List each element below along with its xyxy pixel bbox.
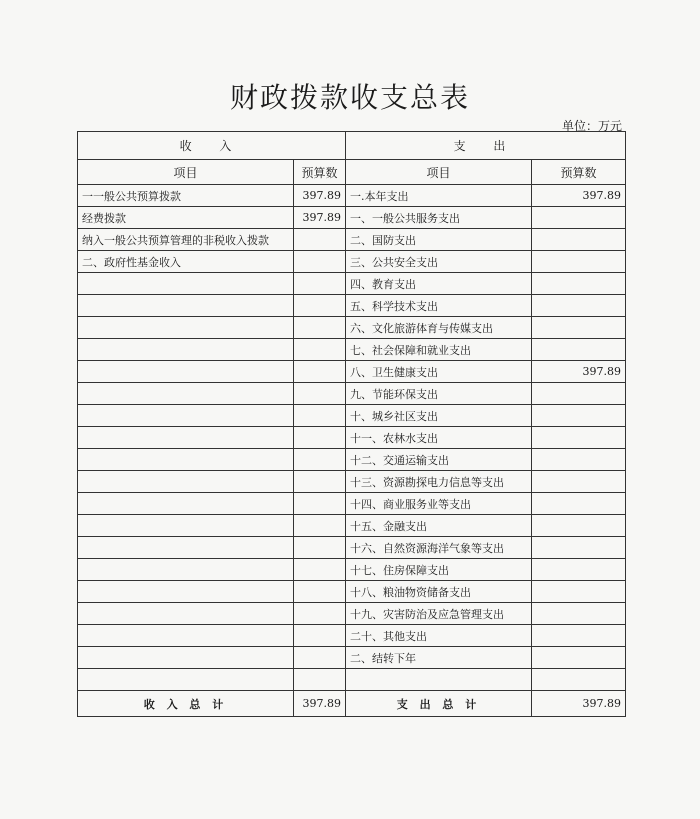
section-header-row (78, 132, 626, 160)
expense-item-cell: 十、城乡社区支出 (346, 405, 532, 427)
expense-value-cell (532, 603, 626, 625)
income-value-cell (294, 537, 346, 559)
expense-value-cell (532, 537, 626, 559)
income-value-cell (294, 493, 346, 515)
income-budget-header: 预算数 (294, 160, 346, 185)
expense-item-cell: 七、社会保障和就业支出 (346, 339, 532, 361)
expense-value-cell (532, 339, 626, 361)
expense-value-cell: 397.89 (532, 185, 626, 207)
expense-value-cell (532, 251, 626, 273)
expense-item-cell: 十八、粮油物资储备支出 (346, 581, 532, 603)
expense-budget-header: 预算数 (532, 160, 626, 185)
table-row (78, 295, 626, 317)
income-value-cell (294, 581, 346, 603)
income-item-cell: 经费拨款 (78, 207, 294, 229)
expense-item-cell: 十二、交通运输支出 (346, 449, 532, 471)
table-row (78, 339, 626, 361)
expense-value-cell (532, 559, 626, 581)
expense-item-cell: 五、科学技术支出 (346, 295, 532, 317)
income-item-cell (78, 383, 294, 405)
expense-item-cell: 十四、商业服务业等支出 (346, 493, 532, 515)
total-row (78, 691, 626, 717)
income-item-cell (78, 581, 294, 603)
income-item-cell (78, 405, 294, 427)
income-value-cell (294, 603, 346, 625)
income-item-cell (78, 295, 294, 317)
expense-total-label: 支 出 总 计 (346, 691, 532, 717)
table-row (78, 581, 626, 603)
expense-item-cell: 三、公共安全支出 (346, 251, 532, 273)
income-total-label: 收 入 总 计 (78, 691, 294, 717)
income-value-cell (294, 317, 346, 339)
income-item-cell (78, 493, 294, 515)
income-value-cell (294, 559, 346, 581)
income-total-value: 397.89 (294, 691, 346, 717)
table-row (78, 515, 626, 537)
expense-value-cell (532, 317, 626, 339)
expense-item-cell: 十一、农林水支出 (346, 427, 532, 449)
income-value-cell (294, 647, 346, 669)
income-value-cell (294, 405, 346, 427)
expense-item-cell: 十七、住房保障支出 (346, 559, 532, 581)
income-item-cell: 纳入一般公共预算管理的非税收入拨款 (78, 229, 294, 251)
table-row (78, 603, 626, 625)
expense-item-cell: 二、结转下年 (346, 647, 532, 669)
expense-item-cell: 一、一般公共服务支出 (346, 207, 532, 229)
income-value-cell (294, 669, 346, 691)
income-value-cell (294, 361, 346, 383)
expense-item-cell: 九、节能环保支出 (346, 383, 532, 405)
table-row (78, 625, 626, 647)
expense-value-cell (532, 295, 626, 317)
income-item-cell (78, 625, 294, 647)
expense-value-cell (532, 427, 626, 449)
income-item-cell (78, 471, 294, 493)
expense-value-cell (532, 273, 626, 295)
income-item-cell: 二、政府性基金收入 (78, 251, 294, 273)
income-item-cell (78, 515, 294, 537)
income-value-cell (294, 339, 346, 361)
income-item-cell (78, 427, 294, 449)
expense-value-cell (532, 449, 626, 471)
expense-value-cell (532, 493, 626, 515)
income-value-cell: 397.89 (294, 185, 346, 207)
income-item-cell (78, 339, 294, 361)
expense-item-cell: 十六、自然资源海洋气象等支出 (346, 537, 532, 559)
expense-value-cell (532, 471, 626, 493)
table-row (78, 493, 626, 515)
income-item-cell (78, 603, 294, 625)
expense-value-cell (532, 669, 626, 691)
budget-summary-table (77, 131, 626, 717)
table-row (78, 449, 626, 471)
table-row (78, 273, 626, 295)
expense-item-cell: 一.本年支出 (346, 185, 532, 207)
income-value-cell (294, 625, 346, 647)
income-value-cell (294, 273, 346, 295)
table-row (78, 405, 626, 427)
income-item-cell (78, 361, 294, 383)
income-item-header: 项目 (78, 160, 294, 185)
expense-item-cell: 二十、其他支出 (346, 625, 532, 647)
income-header: 收 入 (78, 132, 346, 160)
income-value-cell (294, 471, 346, 493)
table-row (78, 251, 626, 273)
table-row (78, 427, 626, 449)
income-item-cell (78, 647, 294, 669)
table-row (78, 669, 626, 691)
table-row (78, 229, 626, 251)
table-row (78, 317, 626, 339)
income-item-cell (78, 669, 294, 691)
income-value-cell (294, 229, 346, 251)
income-item-cell: 一一般公共预算拨款 (78, 185, 294, 207)
expense-header: 支 出 (346, 132, 626, 160)
table-row (78, 207, 626, 229)
expense-item-cell (346, 669, 532, 691)
income-item-cell (78, 537, 294, 559)
expense-item-cell: 六、文化旅游体育与传媒支出 (346, 317, 532, 339)
column-header-row (78, 160, 626, 185)
income-value-cell (294, 515, 346, 537)
table-row (78, 471, 626, 493)
income-item-cell (78, 449, 294, 471)
page-title: 财政拨款收支总表 (229, 81, 470, 114)
expense-value-cell (532, 405, 626, 427)
expense-value-cell (532, 625, 626, 647)
income-item-cell (78, 317, 294, 339)
income-item-cell (78, 273, 294, 295)
expense-value-cell (532, 229, 626, 251)
expense-value-cell: 397.89 (532, 361, 626, 383)
expense-item-cell: 八、卫生健康支出 (346, 361, 532, 383)
expense-item-cell: 十三、资源勘探电力信息等支出 (346, 471, 532, 493)
income-value-cell (294, 427, 346, 449)
table-row (78, 383, 626, 405)
table-row (78, 361, 626, 383)
expense-value-cell (532, 581, 626, 603)
expense-item-cell: 十五、金融支出 (346, 515, 532, 537)
table-row (78, 185, 626, 207)
income-value-cell: 397.89 (294, 207, 346, 229)
expense-item-cell: 十九、灾害防治及应急管理支出 (346, 603, 532, 625)
unit-label: 单位：万元 (561, 119, 622, 133)
table-row (78, 537, 626, 559)
expense-value-cell (532, 207, 626, 229)
expense-value-cell (532, 383, 626, 405)
expense-total-value: 397.89 (532, 691, 626, 717)
income-value-cell (294, 449, 346, 471)
income-value-cell (294, 251, 346, 273)
income-item-cell (78, 559, 294, 581)
expense-value-cell (532, 515, 626, 537)
expense-item-header: 项目 (346, 160, 532, 185)
income-value-cell (294, 383, 346, 405)
expense-item-cell: 四、教育支出 (346, 273, 532, 295)
expense-value-cell (532, 647, 626, 669)
table-row (78, 647, 626, 669)
table-row (78, 559, 626, 581)
income-value-cell (294, 295, 346, 317)
expense-item-cell: 二、国防支出 (346, 229, 532, 251)
